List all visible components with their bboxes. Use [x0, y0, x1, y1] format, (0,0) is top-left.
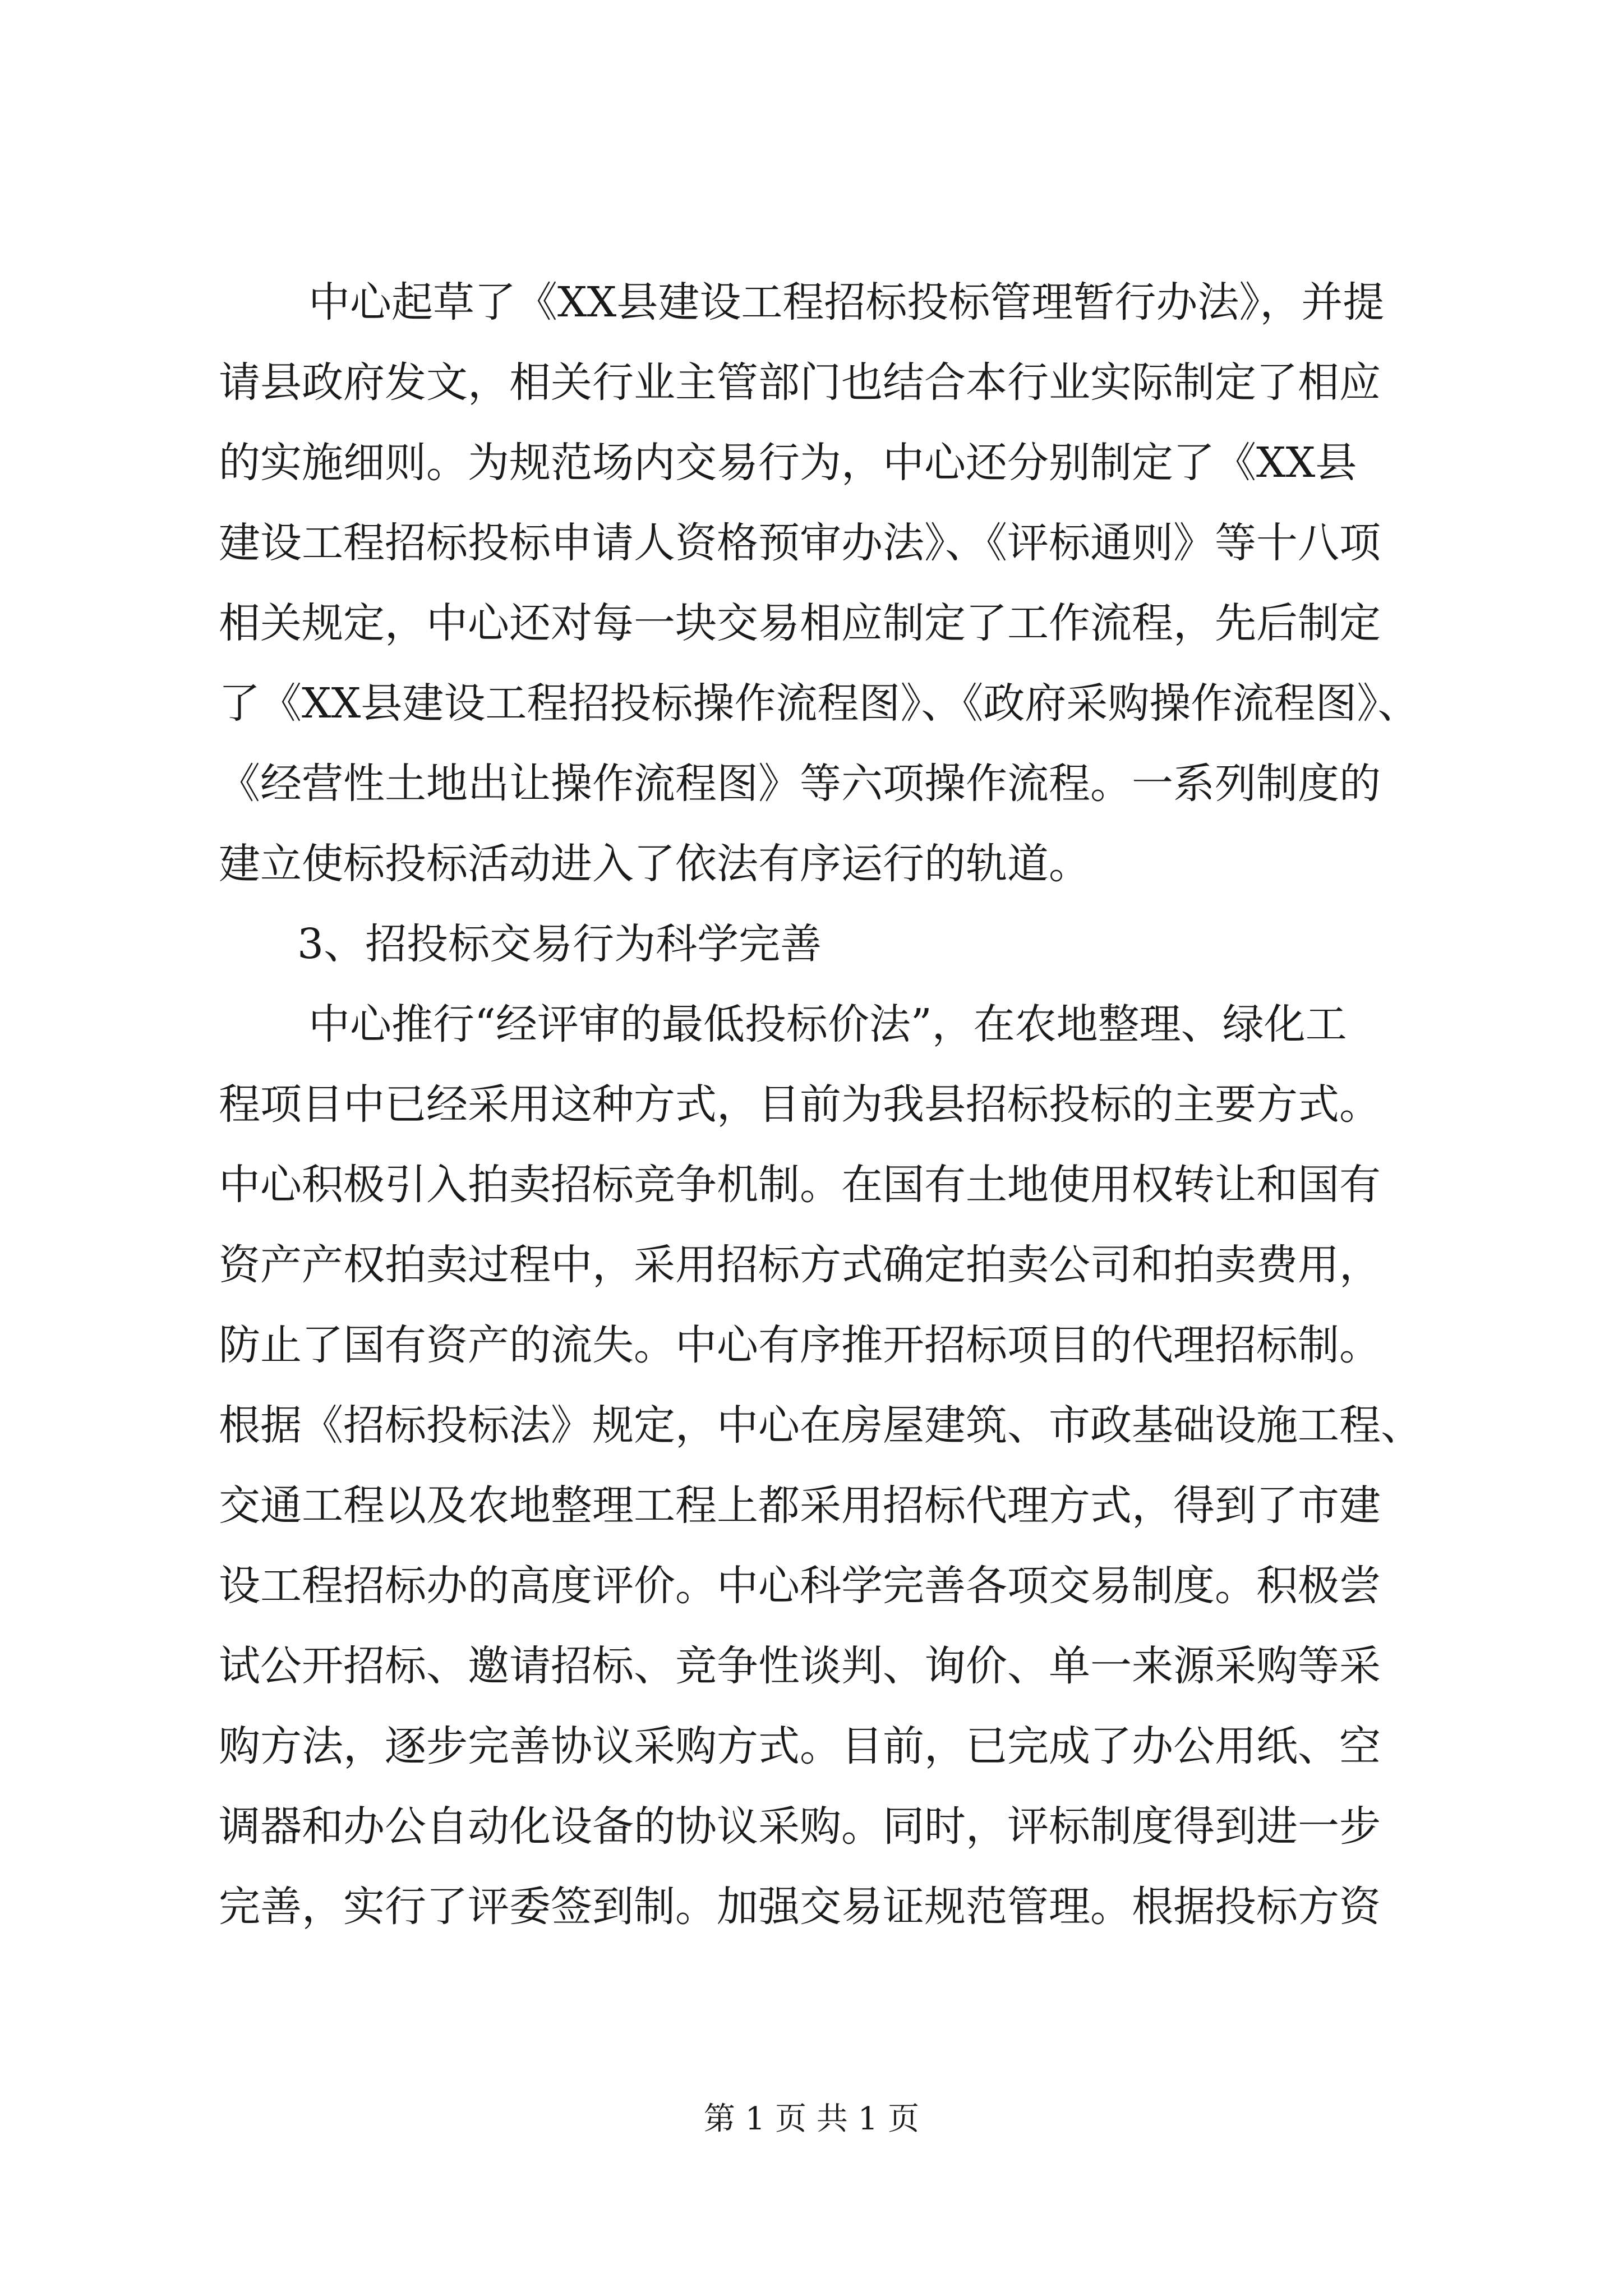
paragraph-line: 了《XX县建设工程招投标操作流程图》、《政府采购操作流程图》、	[219, 679, 1419, 728]
paragraph-line: 交通工程以及农地整理工程上都采用招标代理方式，得到了市建	[219, 1481, 1381, 1530]
paragraph-line: 设工程招标办的高度评价。中心科学完善各项交易制度。积极尝	[219, 1562, 1381, 1610]
paragraph-line: 资产产权拍卖过程中，采用招标方式确定拍卖公司和拍卖费用，	[219, 1241, 1381, 1289]
section-heading: 3、招投标交易行为科学完善	[297, 920, 822, 968]
document-body	[219, 263, 1469, 1947]
paragraph-line: 建设工程招标投标申请人资格预审办法》、《评标通则》等十八项	[219, 519, 1381, 567]
paragraph-line: 中心推行“经评审的最低投标价法”，在农地整理、绿化工	[308, 1000, 1347, 1048]
paragraph-line: 根据《招标投标法》规定，中心在房屋建筑、市政基础设施工程、	[219, 1401, 1422, 1450]
paragraph-line: 相关规定，中心还对每一块交易相应制定了工作流程，先后制定	[219, 599, 1381, 647]
paragraph-line: 防止了国有资产的流失。中心有序推开招标项目的代理招标制。	[219, 1321, 1381, 1369]
paragraph-line: 请县政府发文，相关行业主管部门也结合本行业实际制定了相应	[219, 358, 1381, 407]
paragraph-line: 的实施细则。为规范场内交易行为，中心还分别制定了《XX县	[219, 439, 1357, 487]
paragraph-line: 购方法，逐步完善协议采购方式。目前，已完成了办公用纸、空	[219, 1722, 1381, 1770]
paragraph-line: 中心积极引入拍卖招标竞争机制。在国有土地使用权转让和国有	[219, 1161, 1381, 1209]
paragraph-line: 调器和办公自动化设备的协议采购。同时，评标制度得到进一步	[219, 1802, 1381, 1851]
page-number-footer: 第 1 页 共 1 页	[703, 2101, 920, 2137]
paragraph-line: 试公开招标、邀请招标、竞争性谈判、询价、单一来源采购等采	[219, 1642, 1381, 1690]
paragraph-line: 《经营性土地出让操作流程图》等六项操作流程。一系列制度的	[219, 760, 1381, 808]
paragraph-line: 中心起草了《XX县建设工程招标投标管理暂行办法》，并提	[308, 278, 1385, 326]
paragraph-line: 建立使标投标活动进入了依法有序运行的轨道。	[219, 840, 1090, 888]
paragraph-line: 完善，实行了评委签到制。加强交易证规范管理。根据投标方资	[219, 1883, 1381, 1931]
paragraph-line: 程项目中已经采用这种方式，目前为我县招标投标的主要方式。	[219, 1080, 1381, 1129]
